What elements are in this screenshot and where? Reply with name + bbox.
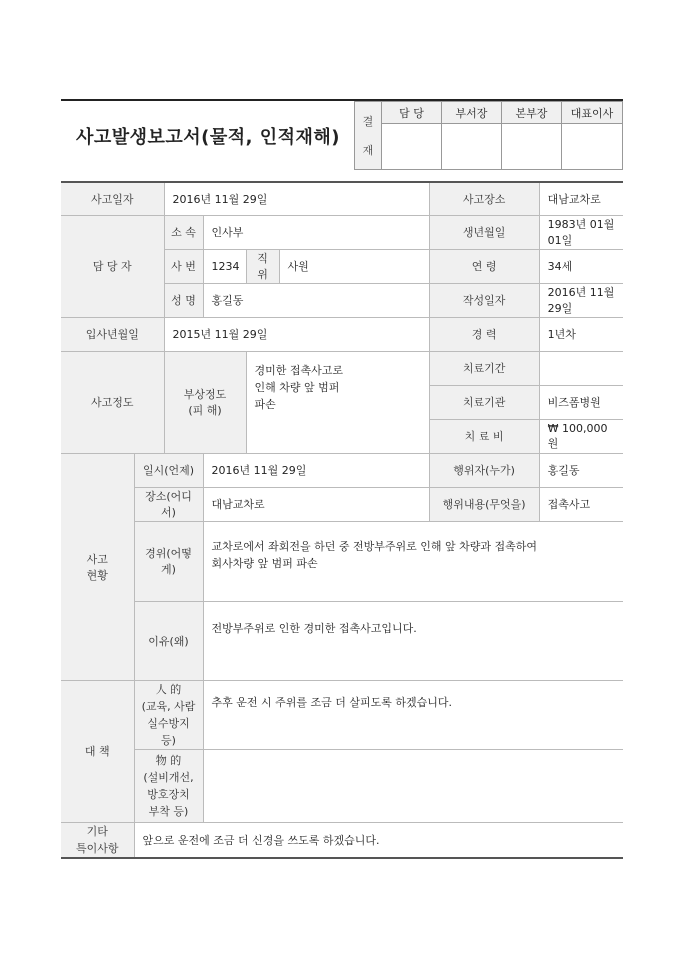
why-label: 이유(왜)	[134, 601, 203, 680]
emp-no-label: 사 번	[164, 249, 203, 283]
approval-role-director: 본부장	[502, 102, 562, 124]
human-measure-label: 人 的 (교육, 사람 실수방지 등)	[134, 680, 203, 749]
person-in-charge-label: 담 당 자	[61, 215, 164, 317]
written-date-label: 작성일자	[429, 283, 539, 317]
how-label: 경위(어떻게)	[134, 521, 203, 601]
treatment-cost-value[interactable]: ₩ 100,000원	[539, 419, 623, 453]
treatment-cost-label: 치 료 비	[429, 419, 539, 453]
approval-role-staff: 담 당	[382, 102, 442, 124]
accident-date-label: 사고일자	[61, 182, 164, 215]
position-label: 직 위	[246, 249, 279, 283]
career-value[interactable]: 1년차	[539, 317, 623, 351]
age-label: 연 령	[429, 249, 539, 283]
who-label: 행위자(누가)	[429, 453, 539, 487]
accident-date-value[interactable]: 2016년 11월 29일	[164, 182, 429, 215]
treatment-period-label: 치료기간	[429, 351, 539, 385]
where-label: 장소(어디서)	[134, 487, 203, 521]
what-value[interactable]: 접촉사고	[539, 487, 623, 521]
what-label: 행위내용(무엇을)	[429, 487, 539, 521]
treatment-institution-label: 치료기관	[429, 385, 539, 419]
who-value[interactable]: 홍길동	[539, 453, 623, 487]
dept-label: 소 속	[164, 215, 203, 249]
where-value[interactable]: 대남교차로	[203, 487, 429, 521]
etc-value[interactable]: 앞으로 운전에 조금 더 신경을 쓰도록 하겠습니다.	[134, 822, 623, 858]
injury-value[interactable]: 경미한 접촉사고로 인해 차량 앞 범퍼 파손	[246, 351, 429, 453]
hire-date-label: 입사년월일	[61, 317, 164, 351]
report-form	[61, 181, 623, 859]
signature-manager[interactable]	[442, 124, 502, 170]
name-label: 성 명	[164, 283, 203, 317]
how-value[interactable]: 교차로에서 좌회전을 하던 중 전방부주위로 인해 앞 차량과 접촉하여 회사차량 앞 범퍼 파손	[203, 521, 623, 601]
approval-role-ceo: 대표이사	[562, 102, 623, 124]
birth-label: 생년월일	[429, 215, 539, 249]
age-value[interactable]: 34세	[539, 249, 623, 283]
accident-degree-label: 사고정도	[61, 351, 164, 453]
name-value[interactable]: 홍길동	[203, 283, 429, 317]
material-measure-value[interactable]	[203, 749, 623, 822]
approval-box	[354, 101, 623, 170]
accident-place-label: 사고장소	[429, 182, 539, 215]
birth-value[interactable]: 1983년 01월01일	[539, 215, 623, 249]
when-value[interactable]: 2016년 11월 29일	[203, 453, 429, 487]
when-label: 일시(언제)	[134, 453, 203, 487]
dept-value[interactable]: 인사부	[203, 215, 429, 249]
material-measure-label: 物 的 (설비개선, 방호장치 부착 등)	[134, 749, 203, 822]
why-value[interactable]: 전방부주위로 인한 경미한 접촉사고입니다.	[203, 601, 623, 680]
report-title: 사고발생보고서(물적, 인적재해)	[75, 126, 341, 148]
signature-ceo[interactable]	[562, 124, 623, 170]
injury-label: 부상정도 (피 해)	[164, 351, 246, 453]
signature-director[interactable]	[502, 124, 562, 170]
career-label: 경 력	[429, 317, 539, 351]
written-date-value[interactable]: 2016년 11월 29일	[539, 283, 623, 317]
treatment-period-value[interactable]	[539, 351, 623, 385]
accident-status-label: 사고 현황	[61, 453, 134, 680]
approval-role-manager: 부서장	[442, 102, 502, 124]
accident-place-value[interactable]: 대남교차로	[539, 182, 623, 215]
etc-label: 기타 특이사항	[61, 822, 134, 858]
position-value[interactable]: 사원	[279, 249, 429, 283]
hire-date-value[interactable]: 2015년 11월 29일	[164, 317, 429, 351]
human-measure-value[interactable]: 추후 운전 시 주위를 조금 더 살피도록 하겠습니다.	[203, 680, 623, 749]
signature-staff[interactable]	[382, 124, 442, 170]
approval-header: 결 재	[355, 102, 382, 170]
countermeasure-label: 대 책	[61, 680, 134, 822]
treatment-institution-value[interactable]: 비즈폼병원	[539, 385, 623, 419]
emp-no-value[interactable]: 1234	[203, 249, 246, 283]
